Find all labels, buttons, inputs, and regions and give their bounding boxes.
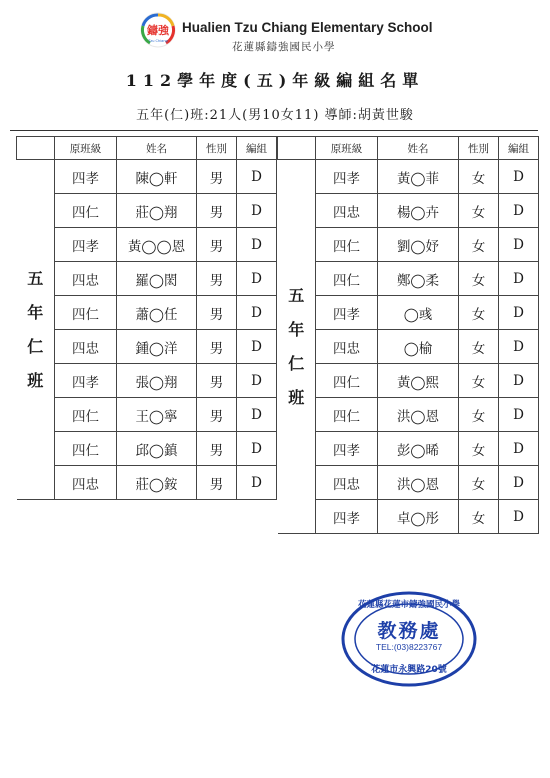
student-row [17,228,277,262]
student-row [17,262,277,296]
class-label-char: 班 [288,387,305,407]
original-class-cell: 四忠 [316,330,378,364]
gender-cell: 女 [459,330,499,364]
student-row [17,296,277,330]
class-label-char: 班 [27,370,44,390]
original-class-cell: 四仁 [55,296,117,330]
student-row [278,398,539,432]
gender-cell: 男 [197,228,237,262]
column-header-group: 編組 [499,137,539,160]
student-row [17,160,277,194]
group-cell: D [237,194,277,228]
class-summary: 五年(仁)班:21人(男10女11) 導師:胡黃世駿 [136,108,414,123]
group-cell: D [499,364,539,398]
gender-cell: 男 [197,466,237,500]
group-cell: D [237,228,277,262]
student-name-cell: 楊◯卉 [378,194,459,228]
original-class-cell: 四孝 [316,500,378,534]
gender-cell: 男 [197,262,237,296]
student-name-cell: 黃◯熙 [378,364,459,398]
gender-cell: 女 [459,432,499,466]
school-name-english: Hualien Tzu Chiang Elementary School [182,20,433,35]
group-cell: D [499,398,539,432]
gender-cell: 女 [459,296,499,330]
column-header-name: 姓名 [378,137,459,160]
roster-table-boys [16,136,277,500]
student-name-cell: 洪◯恩 [378,466,459,500]
student-row [278,364,539,398]
group-cell: D [237,296,277,330]
group-cell: D [237,398,277,432]
student-name-cell: 鍾◯洋 [117,330,197,364]
column-header-original-class: 原班級 [316,137,378,160]
student-row [278,228,539,262]
student-row [17,364,277,398]
class-label-char: 年 [27,302,44,322]
group-cell: D [499,432,539,466]
student-row [17,432,277,466]
original-class-cell: 四仁 [316,228,378,262]
class-label-char: 仁 [288,353,305,373]
student-name-cell: 陳◯軒 [117,160,197,194]
student-name-cell: ◯彧 [378,296,459,330]
class-label-char: 年 [288,319,305,339]
student-row [278,432,539,466]
original-class-cell: 四孝 [316,160,378,194]
student-row [278,160,539,194]
gender-cell: 女 [459,398,499,432]
student-name-cell: 鄭◯柔 [378,262,459,296]
school-name-chinese: 花蓮縣鑄強國民小學 [232,41,336,53]
group-cell: D [237,160,277,194]
gender-cell: 女 [459,466,499,500]
gender-cell: 女 [459,160,499,194]
gender-cell: 女 [459,228,499,262]
stamp-phone: TEL:(03)8223767 [375,642,443,652]
original-class-cell: 四仁 [316,398,378,432]
gender-cell: 女 [459,194,499,228]
group-cell: D [499,194,539,228]
gender-cell: 女 [459,500,499,534]
student-name-cell: 洪◯恩 [378,398,459,432]
group-cell: D [237,330,277,364]
student-name-cell: 黃◯◯恩 [117,228,197,262]
group-cell: D [499,296,539,330]
group-cell: D [237,262,277,296]
document-title: 112學年度(五)年級編組名單 [125,71,425,90]
original-class-cell: 四仁 [55,432,117,466]
official-stamp [340,590,478,688]
class-label-char: 仁 [27,336,44,356]
original-class-cell: 四忠 [55,466,117,500]
gender-cell: 男 [197,398,237,432]
student-name-cell: 王◯寧 [117,398,197,432]
column-header-gender: 性別 [197,137,237,160]
class-label-char: 五 [288,285,305,305]
gender-cell: 男 [197,296,237,330]
group-cell: D [237,364,277,398]
letterhead [0,10,550,54]
original-class-cell: 四孝 [55,228,117,262]
student-row [17,466,277,500]
group-cell: D [499,228,539,262]
student-row [17,398,277,432]
student-row [278,194,539,228]
class-label [278,160,316,534]
class-label-header-blank [17,137,55,160]
gender-cell: 男 [197,160,237,194]
logo-subtext: Tzu Chiang [148,39,168,43]
original-class-cell: 四忠 [316,194,378,228]
stamp-address: 花蓮市永興路20號 [371,665,447,675]
group-cell: D [237,466,277,500]
stamp-ring-text: 花蓮縣花蓮市鑄強國民小學 [357,600,460,610]
student-row [278,262,539,296]
header-divider [10,130,538,131]
class-label-char: 五 [27,268,44,288]
stamp-office-name: 教務處 [377,620,441,642]
gender-cell: 女 [459,262,499,296]
group-cell: D [499,500,539,534]
original-class-cell: 四仁 [55,398,117,432]
column-header-gender: 性別 [459,137,499,160]
student-name-cell: 羅◯閎 [117,262,197,296]
student-name-cell: 邱◯鎮 [117,432,197,466]
gender-cell: 男 [197,330,237,364]
class-label [17,160,55,500]
group-cell: D [499,262,539,296]
student-row [278,466,539,500]
student-row [17,330,277,364]
student-name-cell: 張◯翔 [117,364,197,398]
student-name-cell: 黃◯菲 [378,160,459,194]
column-header-name: 姓名 [117,137,197,160]
group-cell: D [499,330,539,364]
class-label-header-blank [278,137,316,160]
group-cell: D [237,432,277,466]
logo-text: 鑄強 [147,24,169,37]
column-header-group: 編組 [237,137,277,160]
original-class-cell: 四忠 [316,466,378,500]
student-row [278,296,539,330]
column-header-original-class: 原班級 [55,137,117,160]
student-name-cell: 蕭◯任 [117,296,197,330]
student-row [278,330,539,364]
student-row [17,194,277,228]
original-class-cell: 四忠 [55,330,117,364]
student-name-cell: ◯榆 [378,330,459,364]
original-class-cell: 四孝 [316,432,378,466]
original-class-cell: 四仁 [316,262,378,296]
gender-cell: 女 [459,364,499,398]
student-name-cell: 莊◯銨 [117,466,197,500]
student-name-cell: 劉◯妤 [378,228,459,262]
student-name-cell: 莊◯翔 [117,194,197,228]
original-class-cell: 四孝 [55,364,117,398]
original-class-cell: 四忠 [55,262,117,296]
original-class-cell: 四孝 [55,160,117,194]
gender-cell: 男 [197,364,237,398]
original-class-cell: 四孝 [316,296,378,330]
gender-cell: 男 [197,194,237,228]
student-name-cell: 彭◯晞 [378,432,459,466]
original-class-cell: 四仁 [55,194,117,228]
group-cell: D [499,466,539,500]
original-class-cell: 四仁 [316,364,378,398]
gender-cell: 男 [197,432,237,466]
roster-table-girls [277,136,539,534]
student-row [278,500,539,534]
student-name-cell: 卓◯彤 [378,500,459,534]
group-cell: D [499,160,539,194]
school-logo [140,12,176,48]
